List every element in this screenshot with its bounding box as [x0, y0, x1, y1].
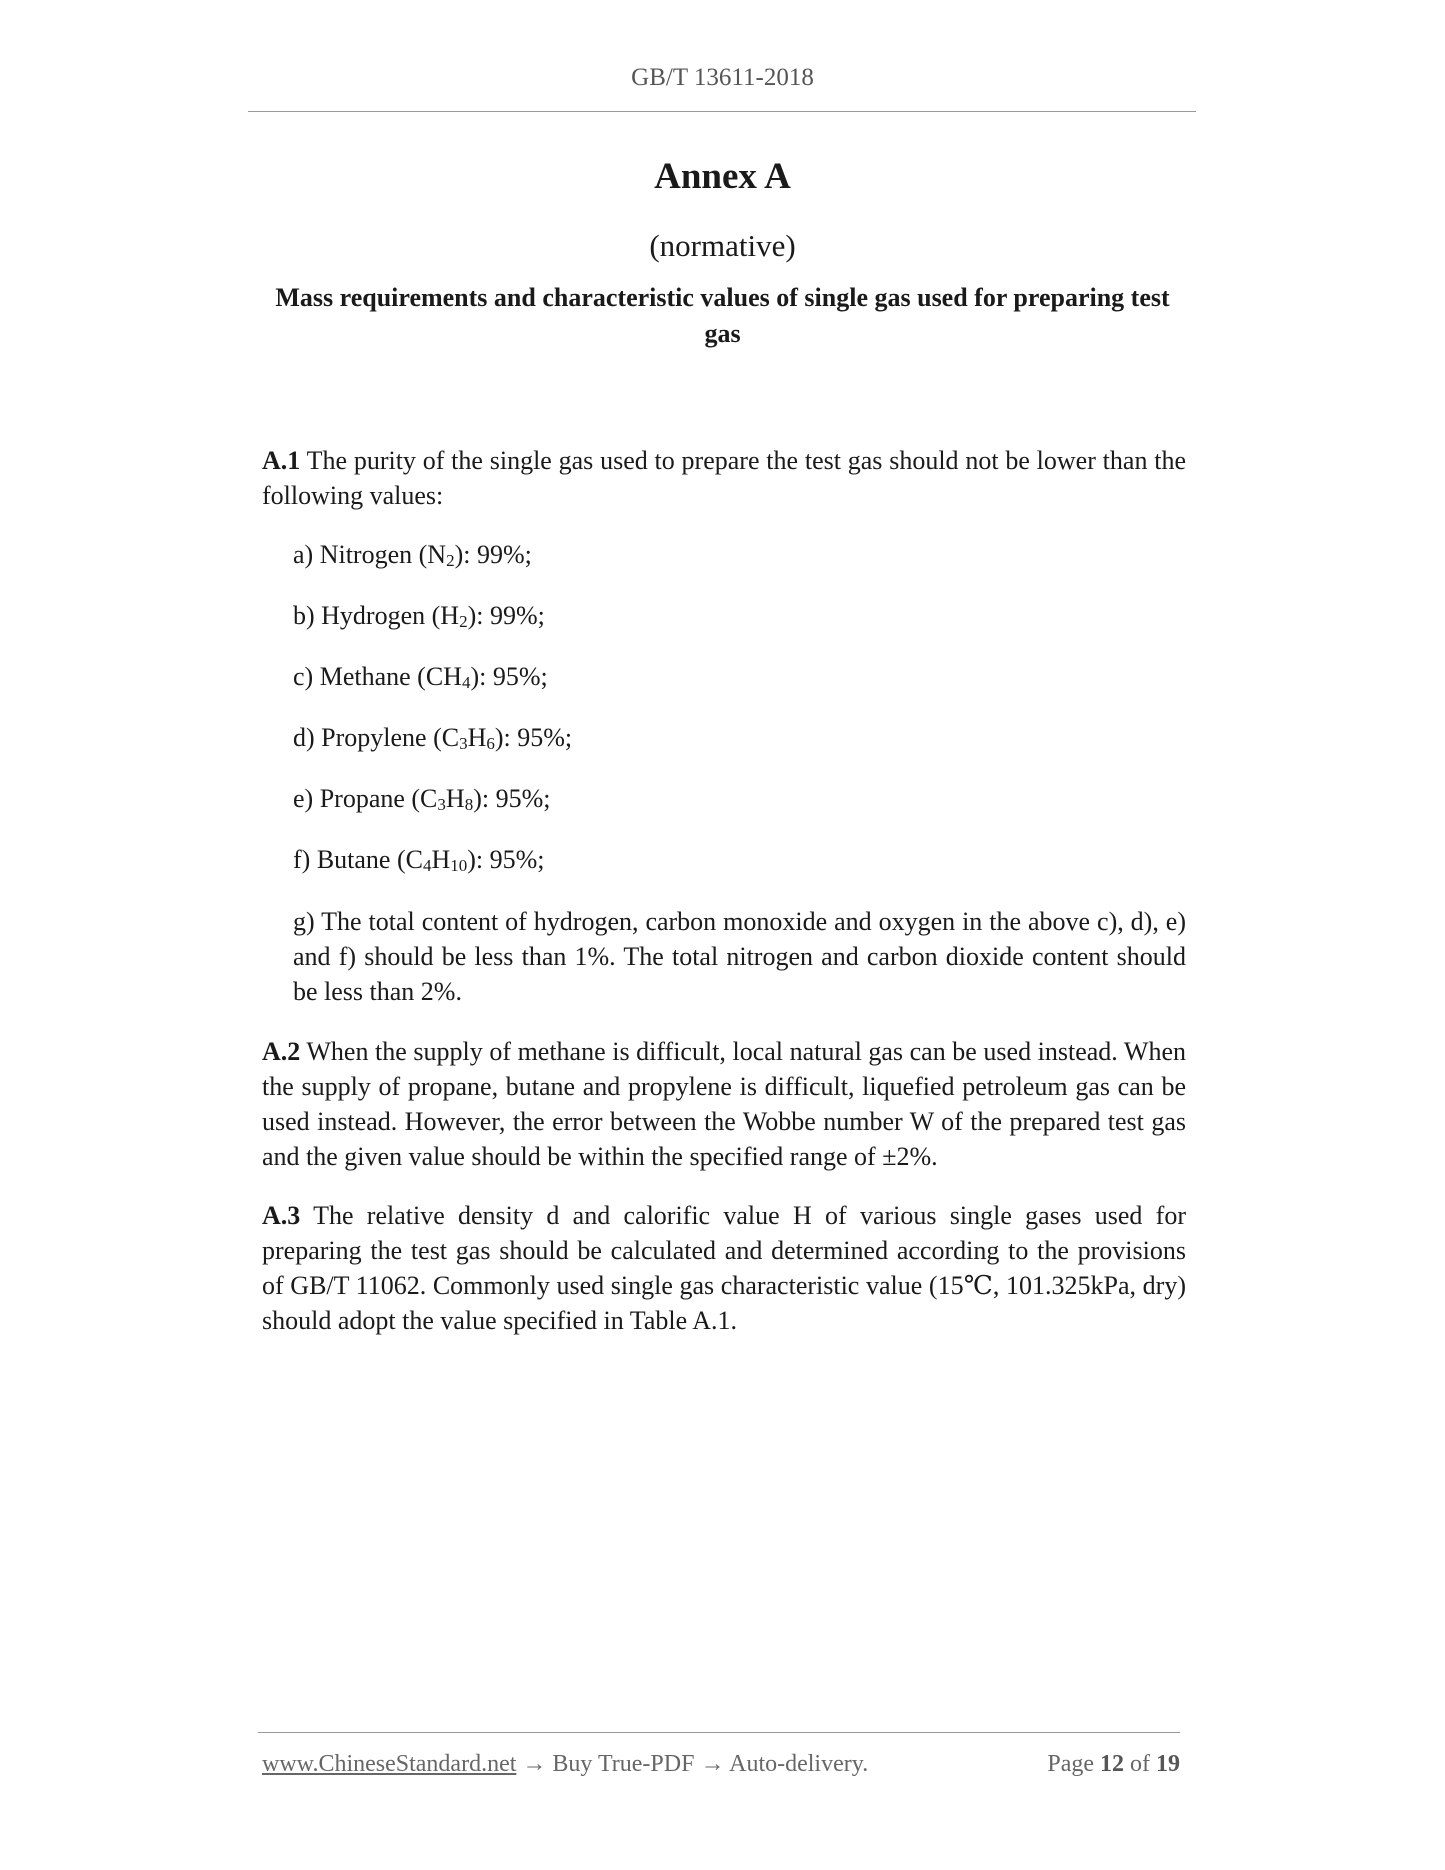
footer-divider — [258, 1732, 1180, 1733]
section-text: When the supply of methane is difficult, local natural gas can be used instead. When the supply of propane, butane and propylene is difficult, liquefied petroleum gas can be used instead. However, the error between the Wobbe number W of the prepared test gas and the given value should be within the specified range of ±2%. — [262, 1037, 1186, 1171]
section-a2 — [262, 1034, 1186, 1174]
footer-promo: → Buy True-PDF → Auto-delivery. — [516, 1751, 869, 1777]
section-a1 — [262, 443, 1186, 513]
section-text: The relative density d and calorific value H of various single gases used for preparing the test gas should be calculated and determined according to the provisions of GB/T 11062. Commonly used single gas characteristic value (15℃, 101.325kPa, dry) should adopt the value specified in Table A.1. — [262, 1201, 1186, 1335]
list-item-g: g) The total content of hydrogen, carbon monoxide and oxygen in the above c), d), e) and f) should be less than 1%. The total nitrogen and carbon dioxide content should be less than 2%. — [293, 907, 1186, 1006]
annex-title: Annex A — [654, 156, 791, 197]
section-label: A.2 — [262, 1037, 301, 1066]
list-item: b) Hydrogen $(H_2)$: 99%; — [293, 601, 545, 631]
list-item: e) Propane $(C_3H_8)$: 95%; — [293, 784, 551, 814]
list-item: f) Butane $(C_4H_{10})$: 95%; — [293, 845, 545, 875]
section-label: A.3 — [262, 1201, 301, 1230]
header-divider — [248, 111, 1196, 112]
section-a3 — [262, 1198, 1186, 1338]
page-footer — [262, 1751, 1180, 1778]
section-label: A.1 — [262, 446, 301, 475]
page-number: Page 12 of 19 — [1047, 1751, 1180, 1777]
section-text: The purity of the single gas used to prepare the test gas should not be lower than the following values: — [262, 446, 1186, 510]
list-item: c) Methane $(CH_4)$: 95%; — [293, 662, 548, 692]
annex-subtitle: Mass requirements and characteristic values of single gas used for preparing test gas — [275, 283, 1170, 348]
site-link[interactable]: www.ChineseStandard.net — [262, 1751, 517, 1777]
list-item: a) Nitrogen $(N_2)$: 99%; — [293, 540, 532, 570]
annex-type: (normative) — [649, 228, 796, 263]
list-item: d) Propylene $(C_3H_6)$: 95%; — [293, 723, 573, 753]
document-code: GB/T 13611-2018 — [631, 64, 814, 91]
